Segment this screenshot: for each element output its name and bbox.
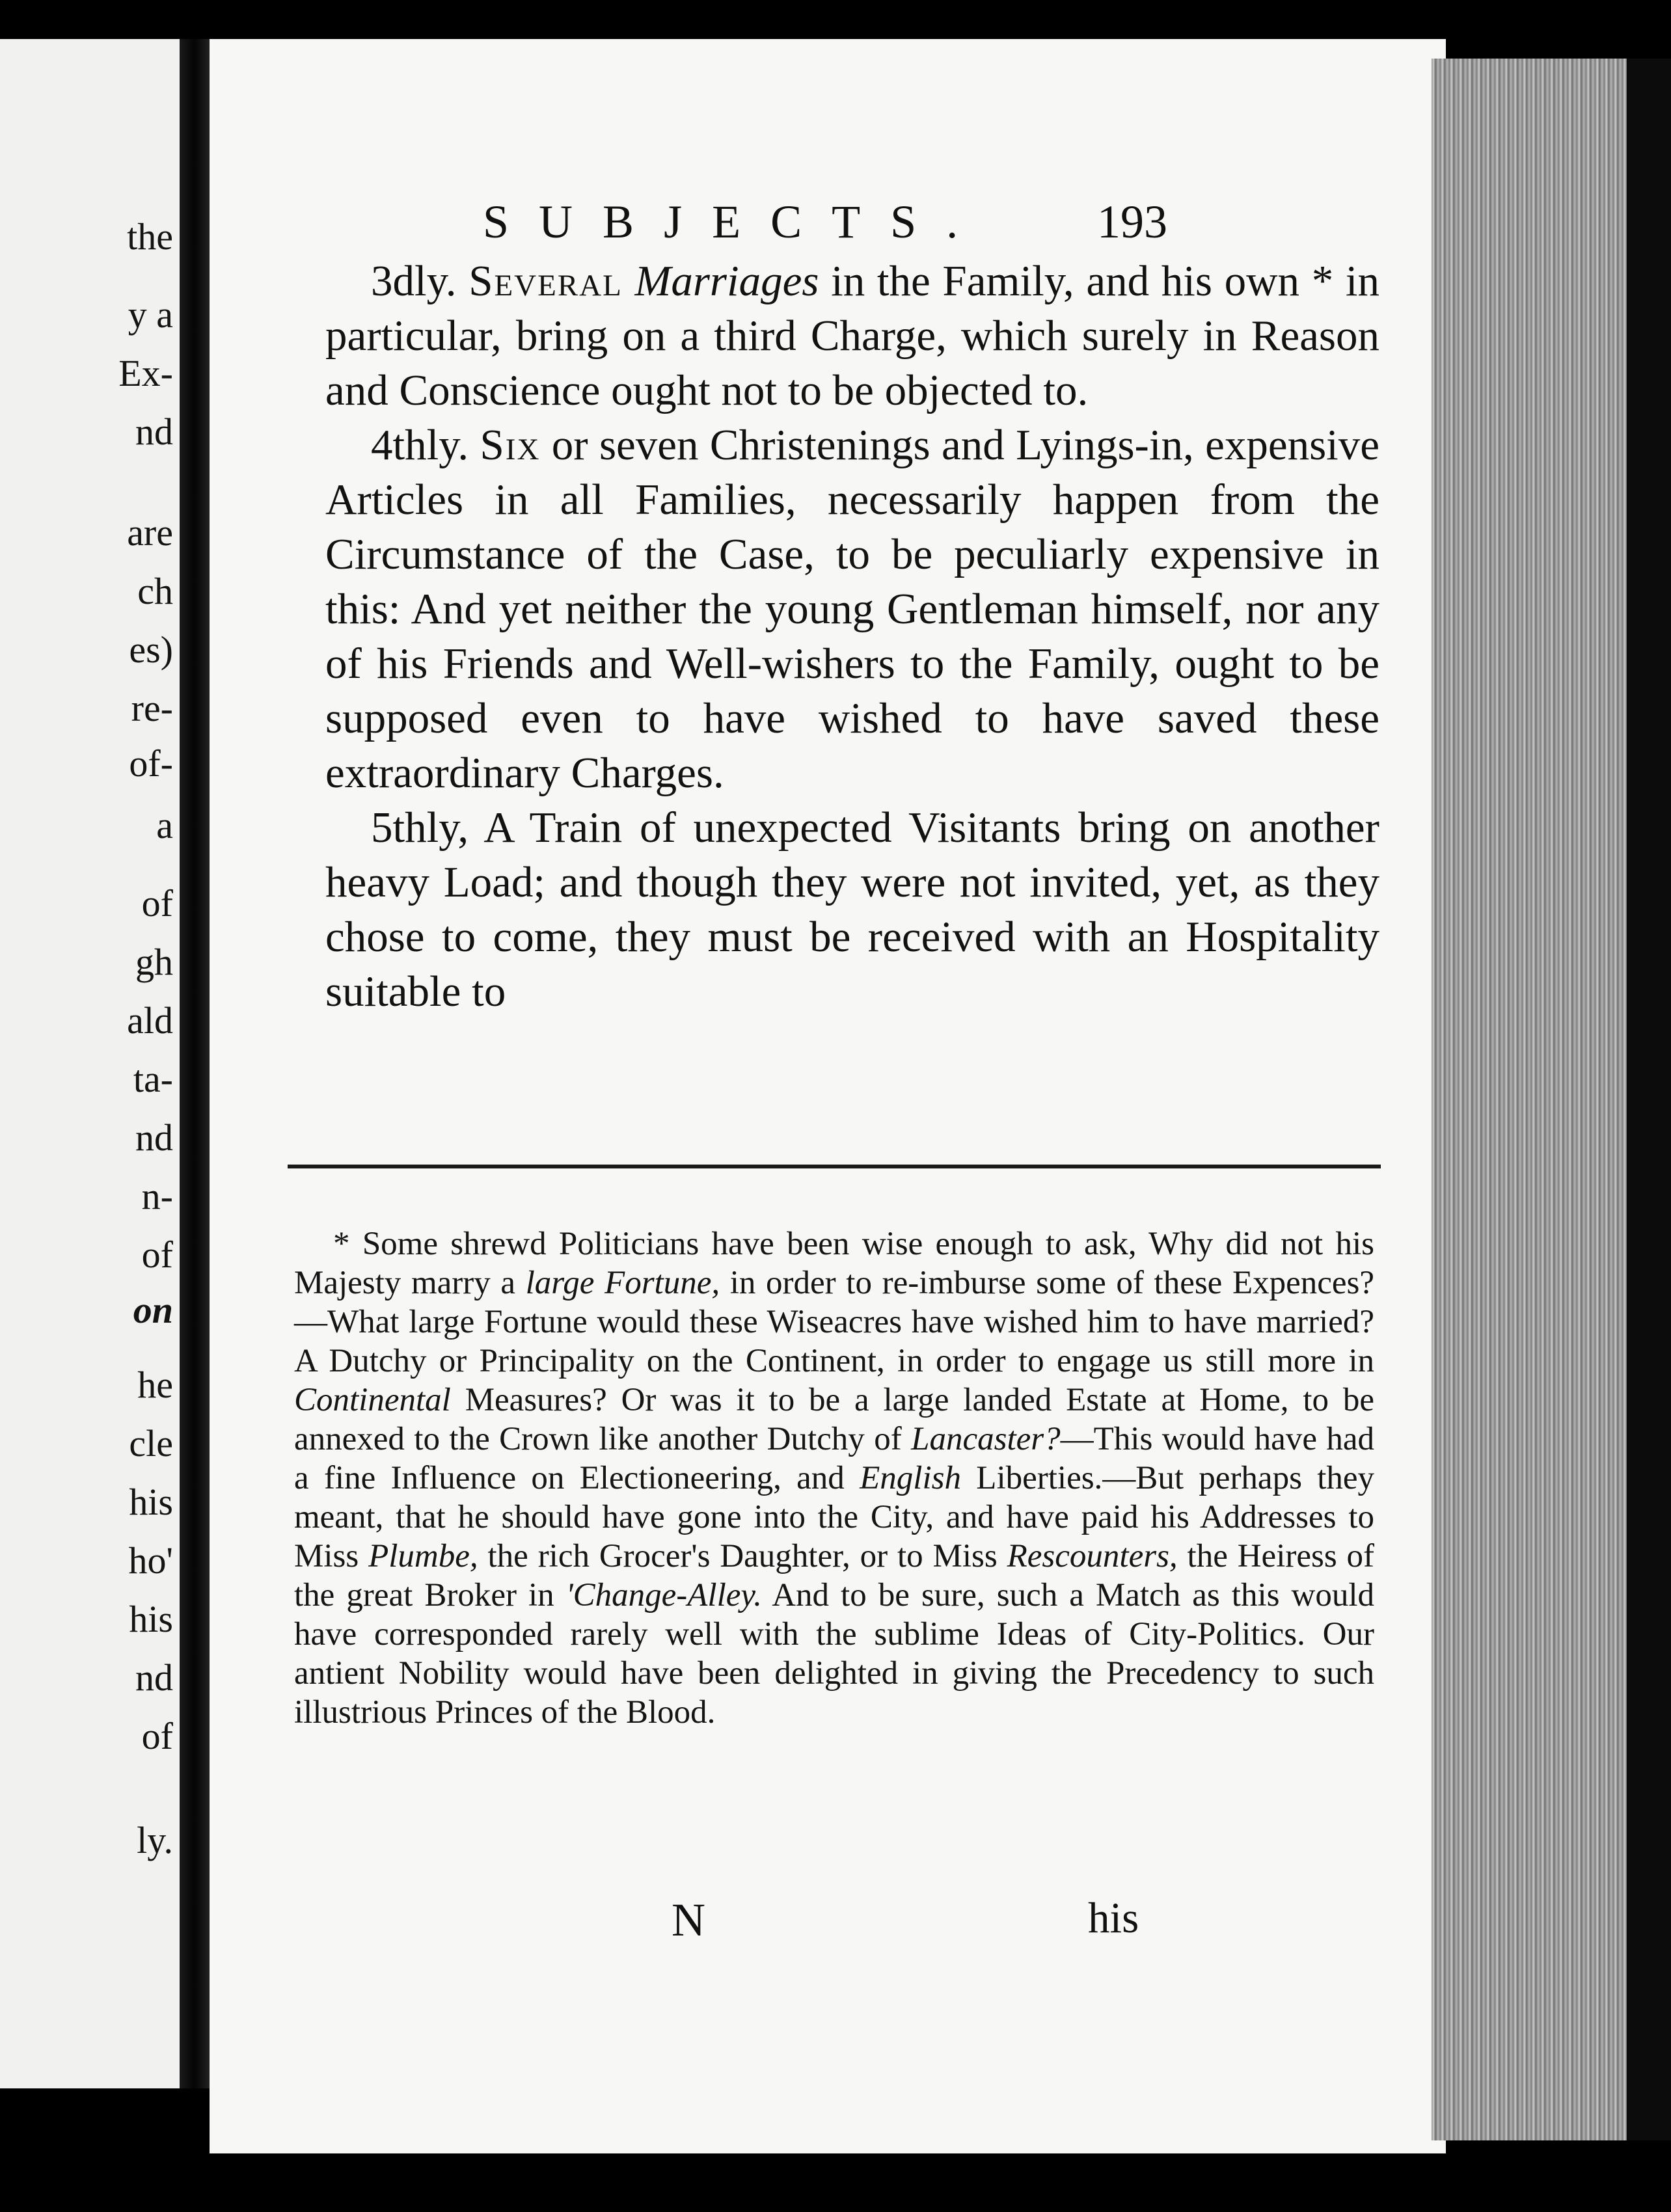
left-page-word: are	[127, 511, 173, 554]
book-gutter	[180, 39, 210, 2088]
left-page-word: of	[141, 1715, 173, 1757]
left-page-word: ho'	[128, 1539, 173, 1582]
catchword: his	[1088, 1894, 1139, 1942]
footnote-text: Liberties.—But perhaps they meant, that he should have gone into the City, and have paid his Addresses to Miss	[294, 1460, 1375, 1574]
left-page-word: of-	[129, 742, 173, 785]
paragraph-smallcaps: Six	[480, 421, 541, 469]
footnote-text: the rich Grocer's Daughter, or to Miss	[487, 1538, 998, 1574]
left-page-word: his	[129, 1481, 173, 1523]
left-page-word: gh	[135, 941, 173, 983]
footnote-text: the Heiress of the great Broker in	[294, 1538, 1375, 1613]
left-page-word: re-	[131, 687, 173, 729]
left-page-word: a	[156, 804, 173, 846]
left-page-word: nd	[135, 1116, 173, 1159]
main-text	[325, 254, 1379, 1019]
footnote-text: in order to re-imburse some of these Expences?—What large Fortune would these Wiseacres have wished him to have married? A Dutchy or Principality on the Continent, in order to engage us still more in	[294, 1265, 1375, 1379]
left-page-word: his	[129, 1598, 173, 1640]
edge-shadow	[1627, 59, 1671, 2140]
signature-mark: N	[672, 1894, 705, 1946]
left-page-word: ly.	[137, 1819, 173, 1861]
paragraph-fourth	[325, 418, 1379, 800]
paragraph-lead: 3dly.	[371, 257, 457, 305]
paragraph-italic: Marriages	[634, 257, 819, 305]
running-head: SUBJECTS.	[483, 196, 988, 248]
left-page-fragment	[0, 39, 180, 2088]
left-page-word: he	[137, 1364, 173, 1406]
footnote-italic: English	[860, 1460, 961, 1496]
left-page-word: nd	[135, 411, 173, 453]
footnote	[294, 1224, 1374, 1732]
right-page	[210, 39, 1446, 2153]
left-page-word: cle	[129, 1422, 173, 1464]
paragraph-lead: 4thly.	[371, 421, 469, 469]
left-page-word: Ex-	[118, 352, 173, 394]
page-edges	[1432, 59, 1627, 2140]
left-page-word: the	[127, 215, 173, 258]
footnote-rule	[288, 1165, 1381, 1168]
left-page-word: y a	[128, 293, 173, 336]
left-page-word: ta-	[133, 1058, 173, 1100]
paragraph-text: or seven Christenings and Lyings-in, expensive Articles in all Families, necessarily happen from the Circumstance of the Case, to be peculiarly expensive in this: And yet neither the young Gentleman himself, nor any of his Friends and Well-wishers to the Family, ought to be supposed even to have wished to have saved these extraordinary Charges.	[325, 421, 1380, 797]
left-page-word: n-	[141, 1175, 173, 1217]
footnote-text: And to be sure, such a Match as this would have corresponded rarely well with the sublime Ideas of City-Politics. Our antient Nobility would have been delighted in giving the Precedency to such illustrious Princes of the Blood.	[294, 1577, 1375, 1731]
footnote-text: —This would have had a fine Influence on Electioneering, and	[294, 1421, 1375, 1496]
left-page-word: ch	[137, 570, 173, 612]
footnote-italic: 'Change-Alley.	[565, 1577, 762, 1613]
footnote-italic: Continental	[294, 1382, 451, 1418]
left-page-word: on	[133, 1289, 173, 1331]
footnote-text: * Some shrewd Politicians have been wise enough to ask, Why did not his Majesty marry a	[294, 1226, 1374, 1301]
paragraph-third	[325, 254, 1379, 418]
footnote-italic: large Fortune,	[525, 1265, 720, 1301]
footnote-paragraph	[294, 1224, 1374, 1732]
page-number: 193	[1097, 196, 1167, 248]
left-page-word: of	[141, 882, 173, 924]
paragraph-fifth: 5thly, A Train of unexpected Visitants bring on another heavy Load; and though they were not invited, yet, as they chose to come, they must be received with an Hospitality suitable to	[325, 803, 1379, 1016]
footnote-italic: Lancaster?	[911, 1421, 1061, 1457]
footnote-text: Measures? Or was it to be a large landed Estate at Home, to be annexed to the Crown like another Dutchy of	[294, 1382, 1375, 1457]
left-page-word: nd	[135, 1656, 173, 1699]
footnote-italic: Plumbe,	[368, 1538, 478, 1574]
footnote-italic: Rescounters,	[1007, 1538, 1178, 1574]
left-page-word: ald	[127, 999, 173, 1042]
paragraph-smallcaps: Several	[469, 257, 623, 305]
left-page-word: es)	[129, 628, 173, 671]
left-page-word: of	[141, 1234, 173, 1276]
paragraph-text: in the Family, and his own * in particular, bring on a third Charge, which surely in Reason and Conscience ought not to be objected to.	[325, 257, 1380, 414]
